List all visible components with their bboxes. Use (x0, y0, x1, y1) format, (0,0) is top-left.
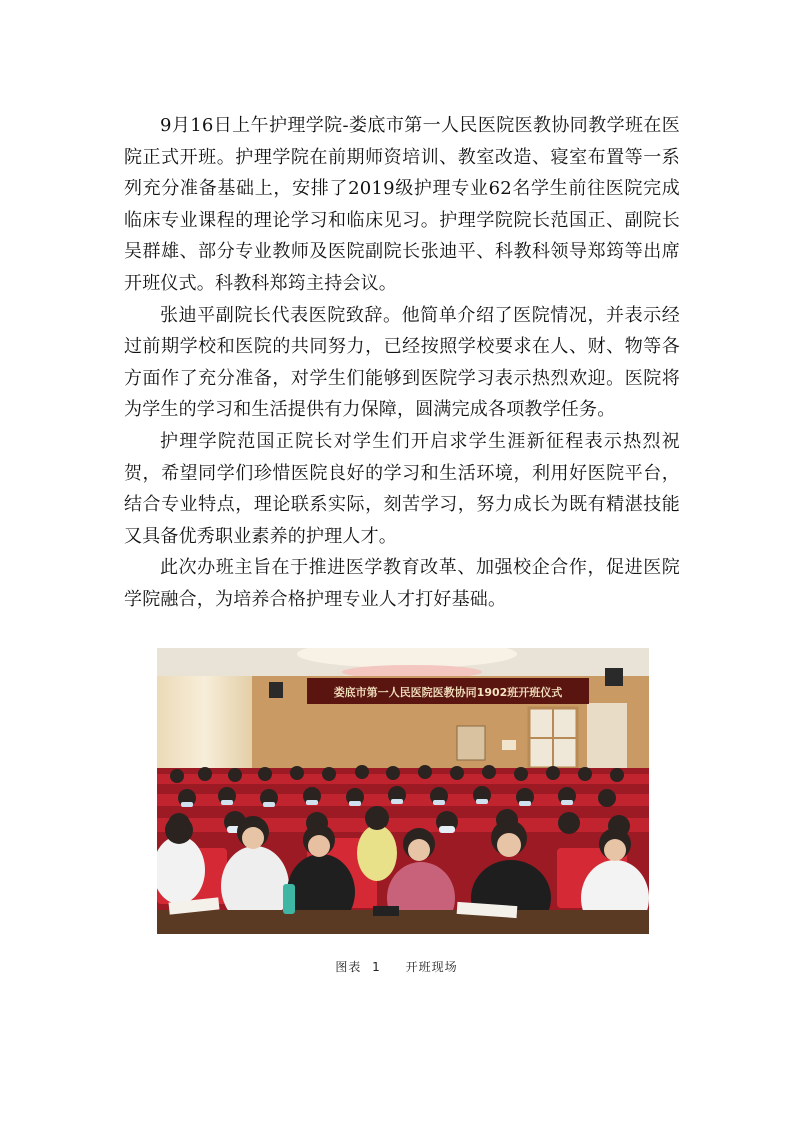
classroom-scene (157, 648, 649, 934)
ceremony-photo (157, 648, 649, 934)
article-body (124, 110, 680, 616)
paragraph-4: 此次办班主旨在于推进医学教育改革、加强校企合作，促进医院学院融合，为培养合格护理专业人才打好基础。 (124, 557, 680, 610)
paragraph-2: 张迪平副院长代表医院致辞。他简单介绍了医院情况，并表示经过前期学校和医院的共同努力，已经按照学校要求在人、财、物等各方面作了充分准备，对学生们能够到医院学习表示热烈欢迎。医院将为学生的学习和生活提供有力保障，圆满完成各项教学任务。 (124, 304, 680, 421)
figure-caption (0, 958, 793, 975)
caption-label: 图表 (335, 960, 362, 974)
banner-text: 娄底市第一人民医院医教协同1902班开班仪式 (333, 686, 563, 699)
caption-number: 1 (372, 960, 381, 974)
paragraph-1: 9月16日上午护理学院-娄底市第一人民医院医教协同教学班在医院正式开班。护理学院在前期师资培训、教室改造、寝室布置等一系列充分准备基础上，安排了2019级护理专业62名学生前往医院完成临床专业课程的理论学习和临床见习。护理学院院长范国正、副院长吴群雄、部分专业教师及医院副院长张迪平、科教科领导郑筠等出席开班仪式。科教科郑筠主持会议。 (124, 115, 680, 294)
paragraph-3: 护理学院范国正院长对学生们开启求学生涯新征程表示热烈祝贺，希望同学们珍惜医院良好的学习和生活环境，利用好医院平台，结合专业特点，理论联系实际，刻苦学习，努力成长为既有精湛技能又具备优秀职业素养的护理人才。 (124, 430, 680, 547)
caption-title: 开班现场 (405, 960, 458, 974)
